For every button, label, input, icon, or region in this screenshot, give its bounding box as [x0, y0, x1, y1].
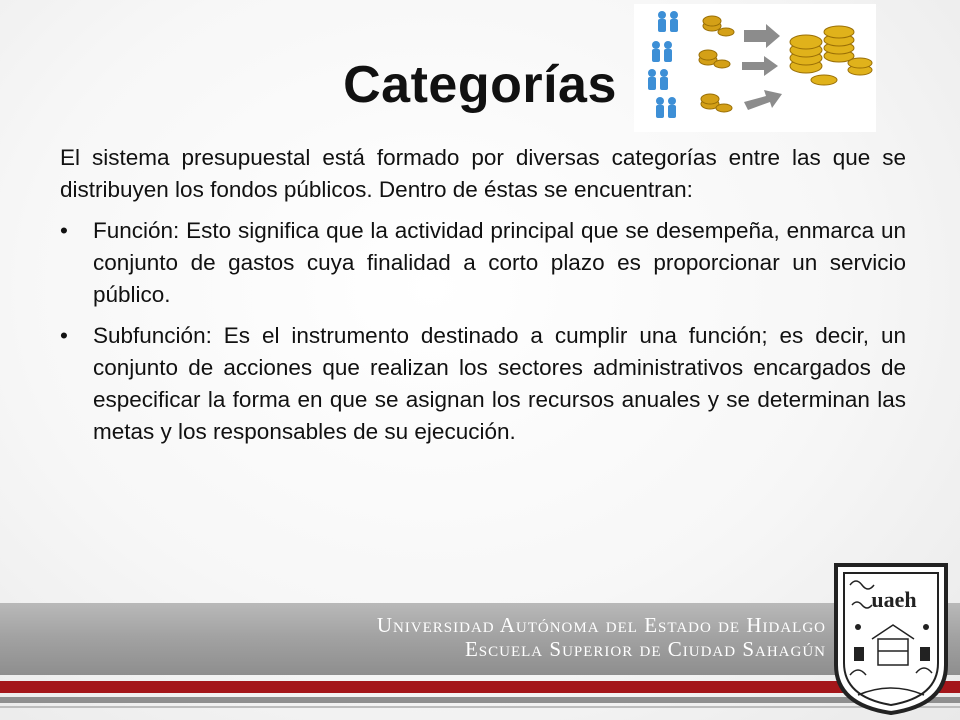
footer-red-stripe — [0, 681, 960, 693]
uaeh-crest-icon — [828, 555, 954, 717]
bullet-marker: • — [60, 218, 68, 243]
intro-paragraph: El sistema presupuestal está formado por diversas categorías entre las que se distribuyen los fondos públicos. Dentro de éstas se encuentran: — [60, 145, 906, 202]
bullet-text: Función: Esto significa que la actividad principal que se desempeña, enmarca un conjunto de gastos cuya finalidad a corto plazo es proporcionar un servicio público. — [93, 218, 906, 307]
bullet-text: Subfunción: Es el instrumento destinado a cumplir una función; es decir, un conjunto de acciones que realizan los sectores administrativos encargados de especificar la forma en que se asignan los recursos anuales y se determinan las metas y los responsables de su ejecución. — [93, 323, 906, 444]
footer-gray-stripe — [0, 697, 960, 703]
school-name: Escuela Superior de Ciudad Sahagún — [464, 637, 826, 661]
footer-institution — [377, 613, 826, 661]
slide-body — [60, 142, 906, 448]
crest-logo-text: uaeh — [871, 587, 917, 612]
bullet-subfuncion — [60, 320, 906, 448]
university-name: Universidad Autónoma del Estado de Hidalgo — [376, 613, 826, 637]
slide-title: Categorías — [343, 56, 617, 114]
bullet-marker: • — [60, 323, 68, 348]
bullet-funcion — [60, 215, 906, 311]
footer-divider — [0, 706, 960, 708]
